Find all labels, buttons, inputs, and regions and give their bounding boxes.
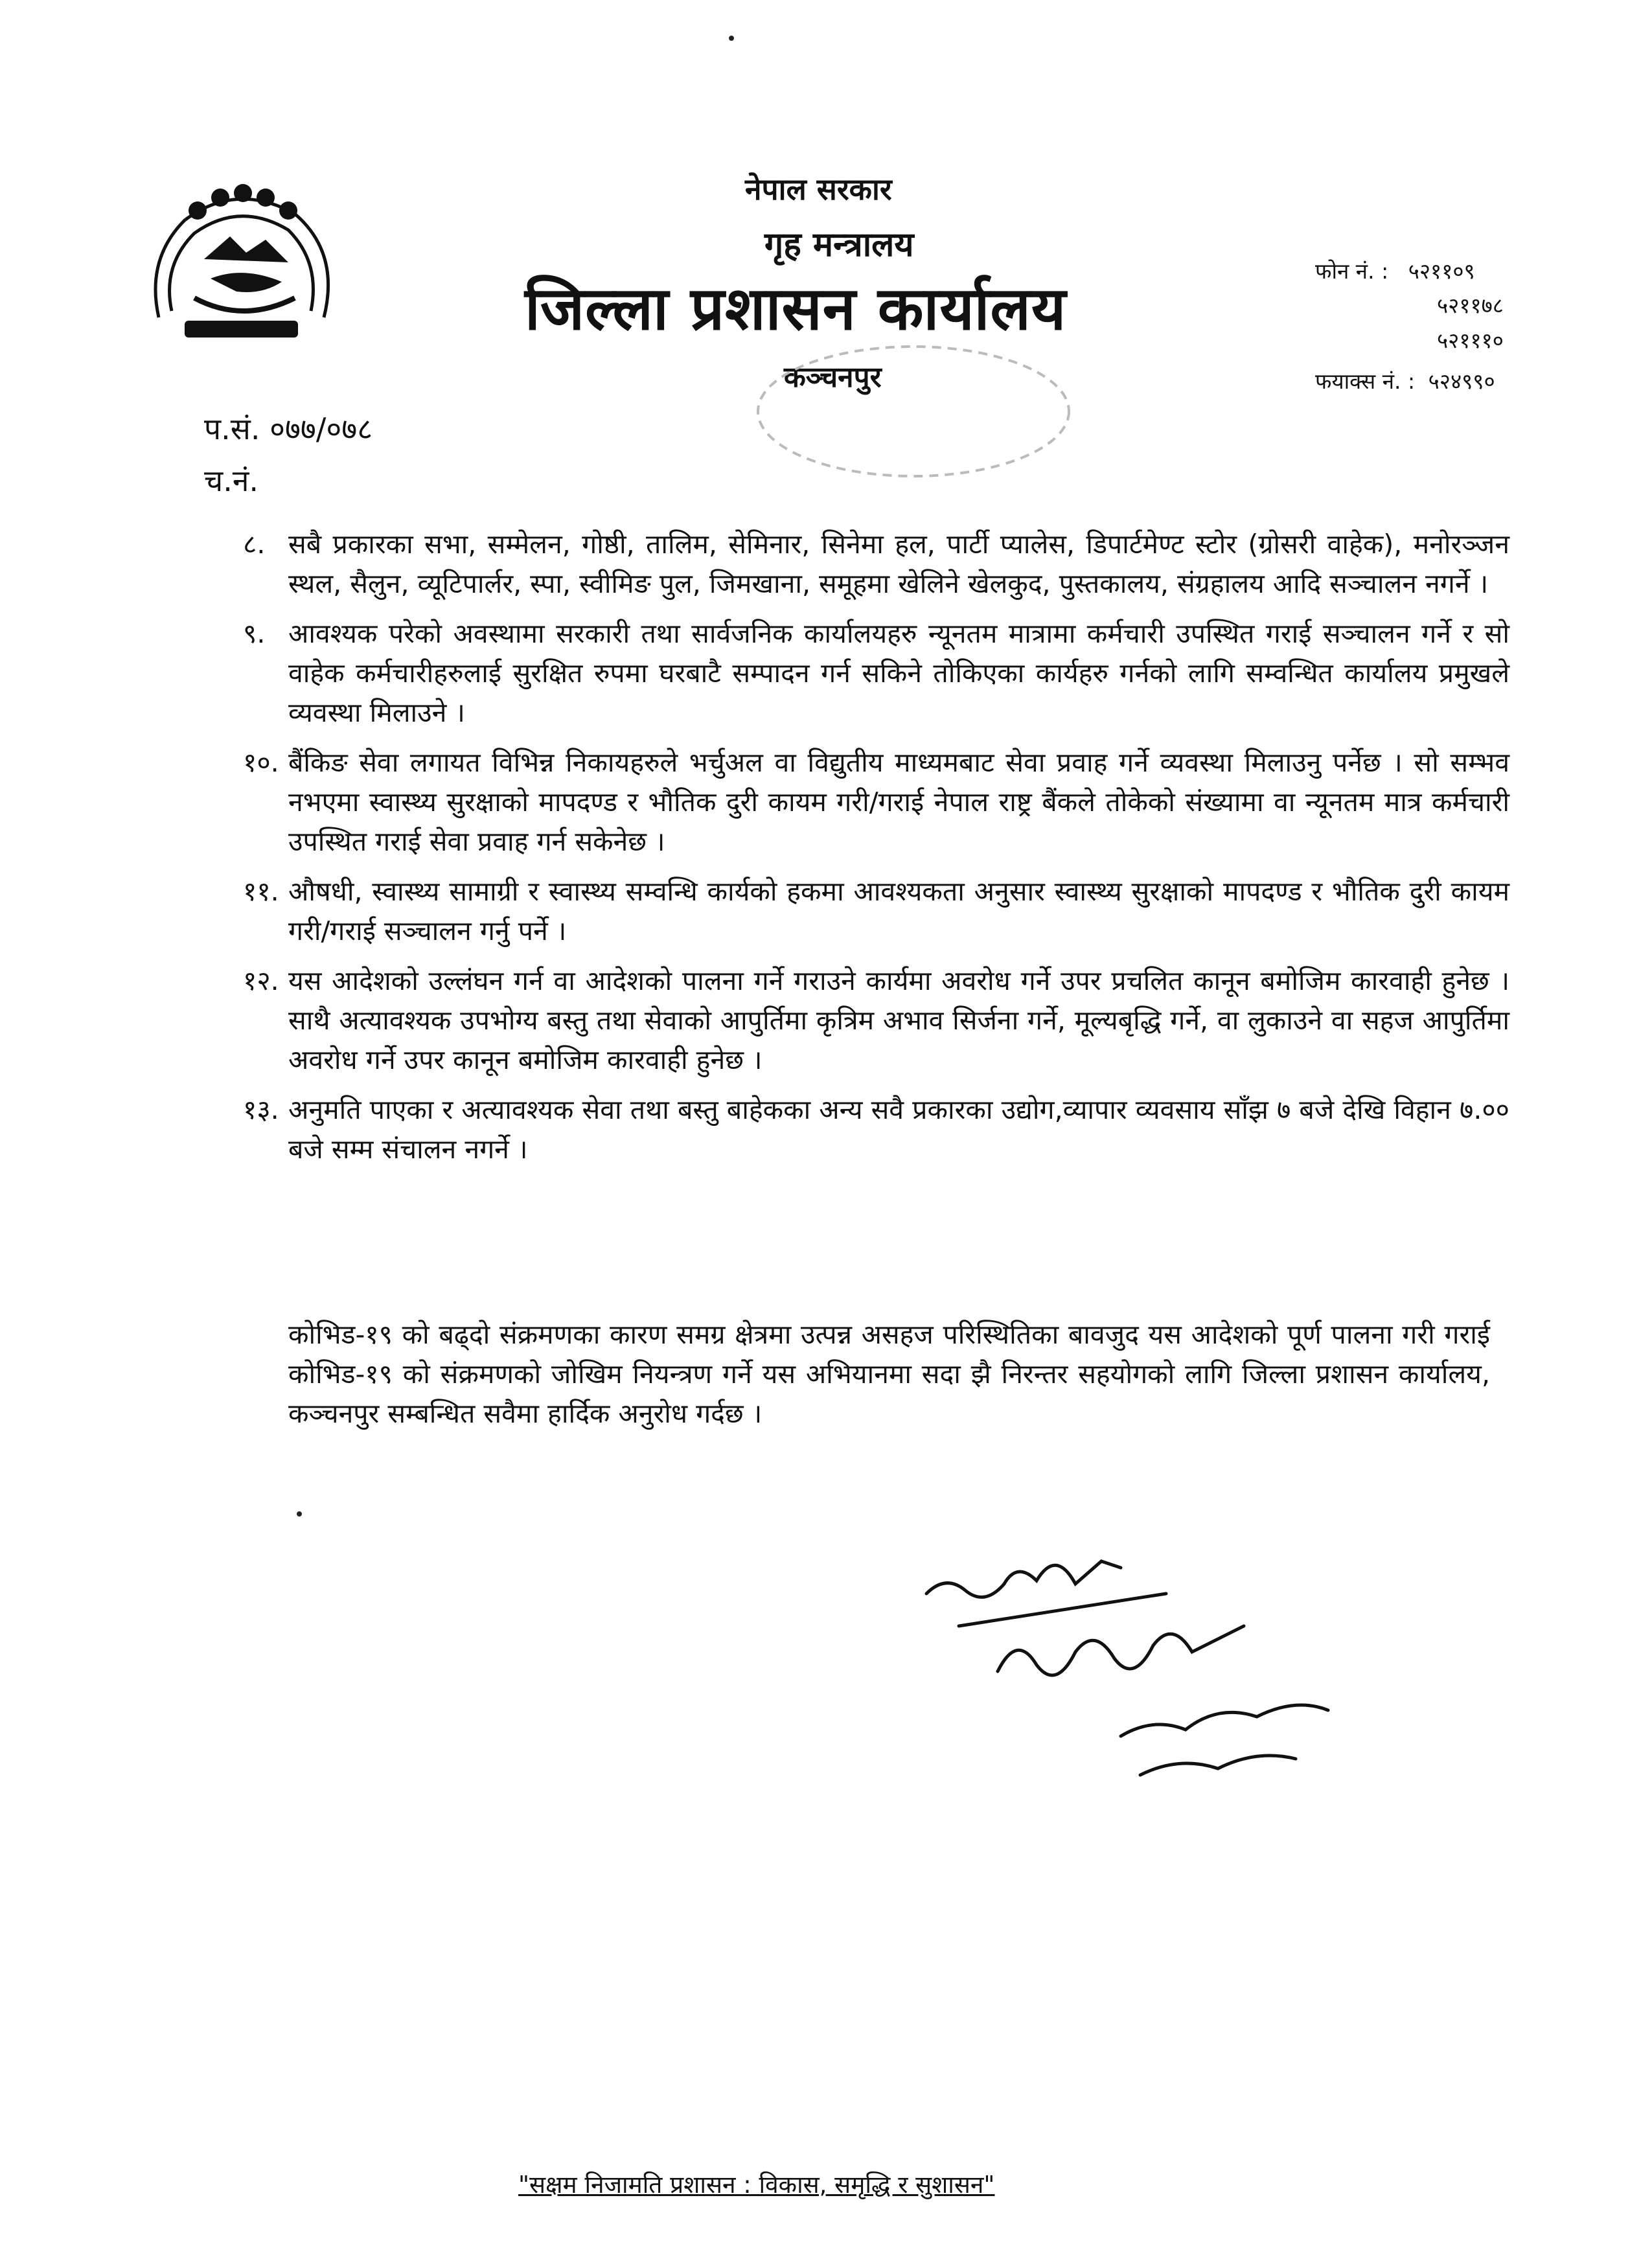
phone-number: ५२१११० (1437, 328, 1504, 353)
ink-speck (297, 1511, 302, 1517)
phone-label: फोन नं. : (1315, 258, 1389, 284)
phone-number: ५२११०९ (1408, 258, 1475, 284)
list-item (243, 961, 1509, 1080)
nepal-emblem-icon (133, 175, 350, 369)
closing-paragraph: कोभिड-१९ को बढ्दो संक्रमणका कारण समग्र क्षेत्रमा उत्पन्न असहज परिस्थितिका बावजुद यस आदेशको पूर्ण पालना गरी गराई कोभिड-१९ को संक्रमणको जोखिम नियन्त्रण गर्ने यस अभियानमा सदा झै निरन्तर सहयोगको लागि जिल्ला प्रशासन कार्यालय, कञ्चनपुर सम्बन्धित सवैमा हार्दिक अनुरोध गर्दछ । (288, 1319, 1490, 1429)
letter-number: प.सं. ०७७/०७८ (204, 411, 373, 446)
item-number: ८. (243, 529, 266, 560)
office-stamp-icon (745, 337, 1082, 486)
fax-line (1315, 366, 1495, 395)
list-item (243, 525, 1509, 604)
item-text: औषधी, स्वास्थ्य सामाग्री र स्वास्थ्य सम्वन्धि कार्यको हकमा आवश्यकता अनुसार स्वास्थ्य सुरक्षाको मापदण्ड र भौतिक दुरी कायम गरी/गराई सञ्चालन गर्नु पर्ने । (288, 876, 1509, 946)
phone-line-1 (1315, 256, 1475, 285)
list-item (243, 872, 1509, 951)
item-text: बैंकिङ सेवा लगायत विभिन्न निकायहरुले भर्चुअल वा विद्युतीय माध्यमबाट सेवा प्रवाह गर्ने व्यवस्था मिलाउनु पर्नेछ । सो सम्भव नभएमा स्वास्थ्य सुरक्षाको मापदण्ड र भौतिक दुरी कायम गरी/गराई नेपाल राष्ट्र बैंकले तोकेको संख्यामा वा न्यूनतम मात्र कर्मचारी उपस्थित गराई सेवा प्रवाह गर्न सकेनेछ । (288, 747, 1509, 857)
district-heading: कञ्चनपुर (784, 361, 882, 394)
dispatch-number: च.नं. (204, 463, 258, 498)
phone-number: ५२११७८ (1437, 293, 1504, 318)
ink-speck (729, 36, 734, 41)
item-number: १०. (243, 747, 279, 778)
government-heading: नेपाल सरकार (745, 172, 892, 207)
fax-label: फयाक्स नं. : (1315, 369, 1416, 394)
item-number: ११. (243, 876, 279, 907)
item-text: आवश्यक परेको अवस्थामा सरकारी तथा सार्वजनिक कार्यालयहरु न्यूनतम मात्रामा कर्मचारी उपस्थित गराई सञ्चालन गर्ने र सो वाहेक कर्मचारीहरुलाई सुरक्षित रुपमा घरबाटै सम्पादन गर्न सकिने तोकिएका कार्यहरु गर्नको लागि सम्वन्धित कार्यालय प्रमुखले व्यवस्था मिलाउने । (288, 618, 1509, 728)
item-text: अनुमति पाएका र अत्यावश्यक सेवा तथा बस्तु बाहेकका अन्य सवै प्रकारका उद्योग,व्यापार व्यवसाय साँझ ७ बजे देखि विहान ७.०० बजे सम्म संचालन नगर्ने । (288, 1094, 1509, 1165)
item-number: ९. (243, 618, 266, 649)
ministry-heading: गृह मन्त्रालय (764, 225, 914, 264)
list-item (243, 1090, 1509, 1169)
list-item (243, 743, 1509, 862)
office-motto: "सक्षम निजामति प्रशासन : विकास, समृद्धि र सुशासन" (518, 2171, 995, 2199)
item-number: १३. (243, 1094, 279, 1125)
fax-number: ५२४९९० (1428, 369, 1495, 394)
signature-icon (907, 1522, 1425, 1814)
item-number: १२. (243, 965, 279, 996)
list-item (243, 614, 1509, 733)
order-list (243, 525, 1509, 1180)
item-text: सबै प्रकारका सभा, सम्मेलन, गोष्ठी, तालिम, सेमिनार, सिनेमा हल, पार्टी प्यालेस, डिपार्टमेण्ट स्टोर (ग्रोसरी वाहेक), मनोरञ्जन स्थल, सैलुन, व्यूटिपार्लर, स्पा, स्वीमिङ पुल, जिमखाना, समूहमा खेलिने खेलकुद, पुस्तकालय, संग्रहालय आदि सञ्चालन नगर्ने । (288, 529, 1509, 599)
office-title: जिल्ला प्रशासन कार्यालय (525, 274, 1067, 343)
item-text: यस आदेशको उल्लंघन गर्न वा आदेशको पालना गर्ने गराउने कार्यमा अवरोध गर्ने उपर प्रचलित कानून बमोजिम कारवाही हुनेछ । साथै अत्यावश्यक उपभोग्य बस्तु तथा सेवाको आपुर्तिमा कृत्रिम अभाव सिर्जना गर्ने, मूल्यबृद्धि गर्ने, वा लुकाउने वा सहज आपुर्तिमा अवरोध गर्ने उपर कानून बमोजिम कारवाही हुनेछ । (288, 965, 1509, 1075)
